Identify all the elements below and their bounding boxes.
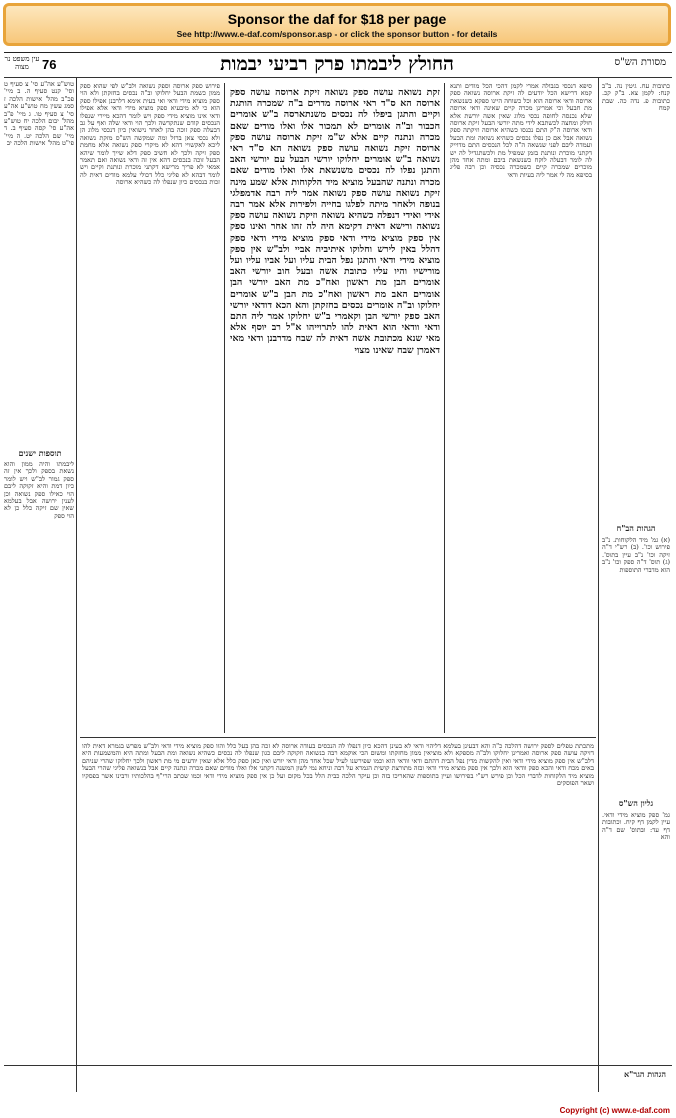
page-title: החולץ ליבמתו פרק רביעי יבמות bbox=[220, 53, 454, 75]
right-margin-divider bbox=[598, 77, 599, 1092]
gilyon-hashas-label: גליון הש"ס bbox=[618, 798, 654, 808]
sponsor-subtitle[interactable]: See http://www.e-daf.com/sponsor.asp - or click the sponsor button - for details bbox=[176, 29, 498, 39]
hagahot-hagra-label: הגהות הגר"א bbox=[623, 1069, 666, 1079]
tosafot-yeshanim-label: תוספות ישנים bbox=[18, 448, 62, 458]
copyright-notice[interactable]: Copyright (c) www.e-daf.com bbox=[559, 1106, 670, 1115]
tosafot-divider bbox=[224, 83, 225, 733]
masoret-hashas-column: כתובות עח. גיטין נה. ב"ב קנח: לקמן צא. ב"ק קכ. כתובות פ. נדה כה. שבת קמח bbox=[602, 83, 670, 113]
left-margin-divider bbox=[76, 77, 77, 1092]
hagahot-habach-column: (א) גמ' מיד הלקוחות. נ"ב פירוש וכו'. (ב) רש"י ד"ה זיקה וכו' נ"ב עיין בתוס'. (ג) תוס' ד"ה ספק וכו' נ"ב הוא מדברי התוספות bbox=[602, 537, 670, 574]
masoret-hashas-label: מסורת הש"ס bbox=[614, 57, 666, 68]
tosafot-column: פירוש ספק ארוסה וספק נשואה ולב"ש לפי שהוא ספק ממון כשמת הבעל יחלוקו וב"ה נכסים בחזקתן ולא הוי ספק מוציא מידי ודאי ואי בעית אימא דלרבנן אפילו ספק הוא כי לא מיבעיא ספק מוציא מידי ודאי אלא אפילו ודאי אינו מוציא מידי ספק ויש לומר דהכא מיירי שנפלו הנכסים קודם שנתקדשה ולכך הוי ודאי שלה ואף על גב דבעלה ספק זוכה בהן לאחר נישואין כיון דנכסי מלוג הן ולא נכסי צאן ברזל ומה שמקשה הש"ס מזקת נשואה ליכא לאקשויי דהא לא מיקרי ספק נשואה אלא מחמת ספק זיקה ולכך לא חשיב ספק דלא שייך לומר שיהא הבעל זוכה בנכסים דהא אין זה ודאי נשואה ואם תאמר אמאי לא פריך מרישא דקתני מוכרת ונותנת וקיים ויש לומר דבהא לא פליגי כלל דכולי עלמא מודים דאית לה זכות בנכסים כיון שנפלו לה כשהיא ארוסה bbox=[80, 83, 220, 187]
rashi-divider bbox=[444, 83, 445, 733]
bottom-commentary-divider bbox=[80, 737, 596, 738]
sponsor-banner[interactable] bbox=[3, 3, 671, 46]
hagahot-habach-label: הגהות הב"ח bbox=[616, 523, 656, 533]
rashi-column: סיפא דנכסי בגבולה אמרי לקמן דהכי הכל מודים ותנא קמא דרישא הכל יודעים לה זיקת ארוסה נשואה ספק ארוסה ודאי ארוסה הוא וכל כשוחה היינו ספקא כשנשאת מת חבעל וכי אמרינן מכרה קיים שאינה ודאי ארוסה שלא נכנסה לחופה נכסי מלוג שאין אשה יורשת אלא חולק ומחצה לכשתבא לידי מתה יורשי הבעל זיקת ארוסה ודאי ארוסה ה"ק התם נכנסו כשהיא ארוסה וזיקתה ספק נשואה אבל אם כן נפלו נכסים כשהיא נשואה ומת הבעל ועמדה ליבם לפני שנשאה ה"ה לכל הנכסים התם מדוייק דקתני מוכרת ונותנת בזמן שמפיל מת ולכשתגדיל לה יש לה לומר דבעלה לוקח כשנשאת ביבם ומתה אחד מהן מוכרים שמכרה קיים כשמכרה נכסיה וכן רבה פליג בסיפא מה לי אמר ליה בעיות ודאי bbox=[450, 83, 592, 179]
header-divider bbox=[4, 77, 672, 78]
ein-mishpat-column: טוש"ע אה"ע סי' צ סעיף ט וסי' קנט סעיף ה. ב מיי' פכ"ב מהל' אישות הלכה ז סמג עשין מח טוש"ע אה"ע סי' צ סעיף טו. ג מיי' פ"ב מהל' יבום הלכה יח טוש"ע אה"ע סי' קסה סעיף ב. ד מיי' שם הלכה יט. ה מיי' פי"ט מהל' אישות הלכה יב bbox=[4, 81, 74, 148]
ein-mishpat-label: עין משפט נר מצוה bbox=[4, 55, 40, 71]
tosafot-yeshanim-column: ליבמתו והיה ממון והוא נשאת בספק ולכך אין זה ספק גמור לב"ש ויש לומר כיון דמת והיא זקוקה ליבם הוי כאילו ספק נשואה וכן לענין ירושה אבל בעלמא שאין שם זיקה כלל כן לא הוי ספק bbox=[4, 461, 74, 520]
footer-divider bbox=[4, 1065, 672, 1066]
gemara-main-text: זקת נשואה עושה ספק נשואה זיקת ארוסה עושה ספק ארוסה הא ס"ד ראי ארוסה מדרים ב"ה שמכרה הותגת וקיים והתגן ביפלו לה נכסים משנתארסה ב"ש אומרים חכבור וב"ה אומרים לא תמכור אלו ואלו מודים שאם מכרה ונתנה קיים אלא ש"מ זיקת ארוסה עושה ספק ארוסה זיקת נשואה עושה ספק נשואה הא ס"ד ראי נשואה ב"ש אומרים יחלוקו יורשי הבעל עם יורשי האב והתגן נפלו לה נכסים משנשאת אלו ואלו מודים שאם מכרה ונתנה שהבעל מוציא מיד הלקוחות אלא שמע מינה זיקת נשואה עושה ספק נשואה אמר ליה רבה אדמפלגי בנופה ולאחר מיתה לפלגו בחייה ולפירות אלא אמר רבה אידי ואידי דנפלה כשהיא נשואה וזיקת נשואה עושה ספק נשואה ורישא דאית דקימא היה לה זהו אחר ואינו ספק אין ספק מוציא מידי ודאי ספק מוציא מידי ודאי ספק דהלל באין לירש וחלוקו איתיביה אביי ולב"ש אין ספק מוציא מידי ודאי והתגן נפל הבית עליו ועל אביו עליו ועל מורישיו והיו עליו כתובת אשה ובעל חוב יורשי האב אומרים הבן מת ראשון ואח"כ מת האב יורשי הבן אומרים האב מת ראשון ואח"כ מת הבן ב"ש אומרים יחלוקו וב"ה אומרים נכסים בחזקתן והא הכא דודאי יורשי האב ספק יורשי הבן וקאמרי ב"ש יחלוקו אמר ליה התם ודאי וודאי הוא דאית להו לתרוייהו א"ל רב יוסף אלא מאי שנא מכתובת אשה דאית לה שבח מדרבנן ודאי מאי דאמרן שבח שאינו מצוי bbox=[230, 87, 440, 356]
page-number: 76 bbox=[42, 57, 57, 72]
bottom-commentary: מתכתת טפלים לספק ירושה דהלכה כ"ה והא דבעינן בעלמא דליהוי ודאי לא בעינן דהכא כיון דנפלו לה הנכסים בעודה ארוסה לא זכה בהן בעל כלל והוו ספק מוציא מידי ודאי ולב"ש מפרש בגמרא דאית להו דזיקה עושה ספק ארוסה ואמרינן יחלוקו ולב"ה מספקא ולא מוציאין ממון מחזקתו ומשום הכי אוקמא רבה בנשואה וזקוקה ליבם כגון שנפלו לה נכסים כשהיא נשואה ומת הבעל ומתה היא והמשמעות היא דלב"ש אין ספק מוציא מידי ודאי ואין להקשות מדין נפל הבית דהתם ודאי וודאי הוא וכמו שפירשנו לעיל שכל אחד מהן ודאי יורש ואין כאן ספק כלל אלא שאין יודעים מי מת ראשון ולכך יחלוקו שהרי שניהם באים מכח ודאי והכא ספק וודאי הוא ולכך אין ספק מוציא מידי ודאי ובזה מתורצת קושית הגמרא על רבה וניחא נמי לשון המשנה דקתני אלו ואלו מודים שאם מכרה ונתנה קיים אבל בנשואה פליגי שהרי הבעל מוציא מיד הלקוחות לדברי הכל וכן פירש רש"י בפירושו ועיין בתוספות שהאריכו בזה וכן עיקר הלכה כבית הלל בכל מקום ועל כן אין ספק מוציא מידי ודאי וכמו שכתב הרי"ף בהלכותיו ורבינו אשר בפסקיו ושאר הפוסקים bbox=[82, 743, 594, 788]
sponsor-title[interactable]: Sponsor the daf for $18 per page bbox=[227, 11, 447, 27]
gilyon-hashas-column: גמ' ספק מוציא מידי ודאי. עיין לקמן דף קיח. וכתובות דף עד: ובתוס' שם ד"ה והא bbox=[602, 812, 670, 842]
talmud-page bbox=[4, 52, 672, 1103]
